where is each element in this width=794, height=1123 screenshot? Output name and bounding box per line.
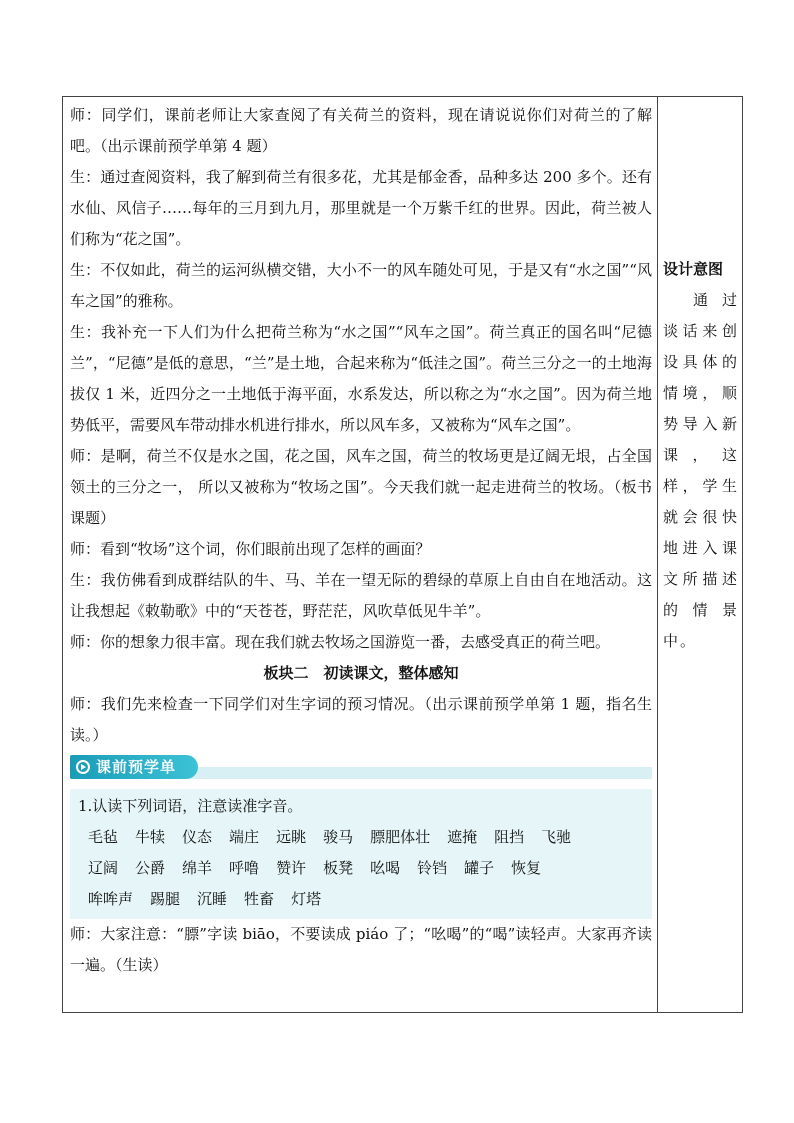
paragraph: 师：大家注意：“膘”字读 biāo，不要读成 piáo 了；“吆喝”的“喝”读轻声。大家再齐读一遍。（生读）: [70, 925, 652, 974]
vocab-word: 辽阔: [88, 859, 119, 877]
vocab-word: 板凳: [323, 859, 354, 877]
banner-label: 课前预学单: [96, 757, 177, 776]
vocab-row: [78, 853, 644, 884]
paragraph: 生：不仅如此，荷兰的运河纵横交错，大小不一的风车随处可见，于是又有“水之国”“风车之国”的雅称。: [70, 261, 652, 310]
vocab-word: 吆喝: [370, 859, 401, 877]
design-intent-column: [663, 254, 739, 657]
vocab-word: 绵羊: [182, 859, 213, 877]
vocab-word: 沉睡: [197, 890, 228, 908]
vocab-word: 罐子: [464, 859, 495, 877]
vocab-word: 端庄: [229, 828, 260, 846]
paragraph: 生：我补充一下人们为什么把荷兰称为“水之国”“风车之国”。荷兰真正的国名叫“尼德兰”，“尼德”是低的意思，“兰”是土地，合起来称为“低洼之国”。荷兰三分之一的土地海拔仅 1 米，近四分之一土地低于海平面，水系发达，所以称之为“水之国”。因为荷兰地势低平，需要风车带动排水机进行排水，所以风车多，又被称为“风车之国”。: [70, 323, 652, 434]
vocab-word: 哞哞声: [88, 890, 134, 908]
design-intent-title: 设计意图: [663, 260, 724, 278]
paragraph: 师：你的想象力很丰富。现在我们就去牧场之国游览一番，去感受真正的荷兰吧。: [70, 633, 611, 651]
vocab-word: 呼噜: [229, 859, 260, 877]
vocab-word: 牲畜: [244, 890, 275, 908]
vocab-word: 踢腿: [150, 890, 181, 908]
vocab-word: 遮掩: [447, 828, 478, 846]
vocab-row: [78, 884, 644, 915]
vocab-word: 牛犊: [135, 828, 166, 846]
vocab-word: 毛毡: [88, 828, 119, 846]
banner-tag: [70, 755, 198, 779]
paragraph: 师：看到“牧场”这个词，你们眼前出现了怎样的画面？: [70, 540, 431, 558]
design-intent-body: 通过谈话来创设具体的情境，顺势导入新课，这样，学生就会很快地进入课文所描述的情景中。: [663, 291, 739, 650]
vocab-word: 飞驰: [541, 828, 572, 846]
section-heading: 板块二 初读课文，整体感知: [263, 664, 459, 682]
vocab-word: 骏马: [323, 828, 354, 846]
vocab-word: 公爵: [135, 859, 166, 877]
vocab-word: 仪态: [182, 828, 213, 846]
vocabulary-box: [70, 789, 652, 919]
paragraph: 师：同学们，课前老师让大家查阅了有关荷兰的资料，现在请说说你们对荷兰的了解吧。（出示课前预学单第 4 题）: [70, 106, 652, 155]
vocab-word: 赞许: [276, 859, 307, 877]
vocab-word: 膘肥体壮: [370, 828, 431, 846]
paragraph: 生：通过查阅资料，我了解到荷兰有很多花，尤其是郁金香，品种多达 200 多个。还有水仙、风信子……每年的三月到九月，那里就是一个万紫千红的世界。因此，荷兰被人们称为“花之国”。: [70, 168, 652, 248]
vocab-word: 恢复: [511, 859, 542, 877]
vocab-row: [78, 822, 644, 853]
column-divider: [657, 96, 658, 1013]
vocab-word: 铃铛: [417, 859, 448, 877]
play-circle-icon: [76, 760, 90, 774]
vocab-word: 远眺: [276, 828, 307, 846]
preview-sheet-banner: [70, 755, 652, 779]
vocab-word: 灯塔: [291, 890, 322, 908]
paragraph: 师：我们先来检查一下同学们对生字词的预习情况。（出示课前预学单第 1 题，指名生读。）: [70, 695, 652, 744]
lesson-main-column: [70, 100, 652, 981]
paragraph: 师：是啊，荷兰不仅是水之国，花之国，风车之国，荷兰的牧场更是辽阔无垠，占全国领土的三分之一， 所以又被称为“牧场之国”。今天我们就一起走进荷兰的牧场。（板书课题）: [70, 447, 652, 527]
paragraph: 生：我仿佛看到成群结队的牛、马、羊在一望无际的碧绿的草原上自由自在地活动。这让我想起《敕勒歌》中的“天苍苍，野茫茫，风吹草低见牛羊”。: [70, 571, 652, 620]
vocab-word: 阻挡: [494, 828, 525, 846]
vocab-instruction: 1.认读下列词语，注意读准字音。: [78, 797, 303, 815]
